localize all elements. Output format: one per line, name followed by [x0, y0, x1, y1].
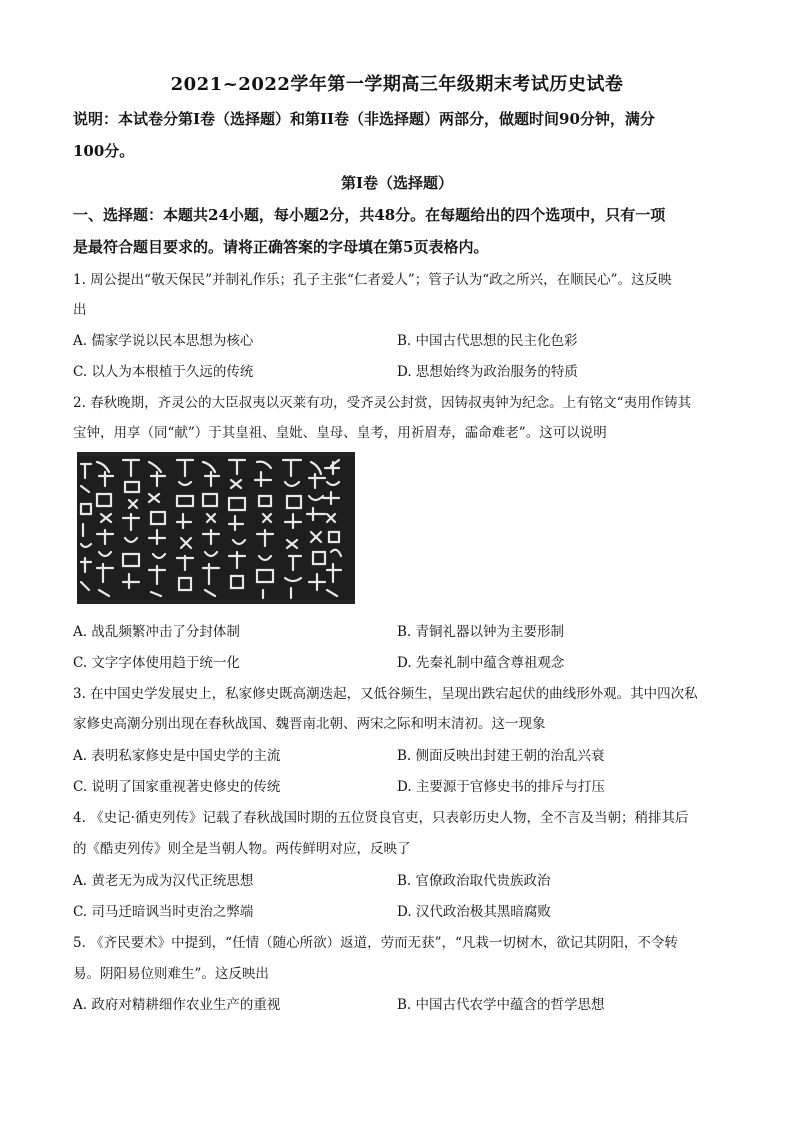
question-1-option-d[interactable]: D. 思想始终为政治服务的特质	[397, 364, 578, 380]
page-title: 2021~2022学年第一学期高三年级期末考试历史试卷	[170, 74, 624, 95]
question-5-line-1: 5. 《齐民要术》中提到，“任情（随心所欲）返道，劳而无获”，“凡栽一切树木，欲记其阴阳，不令转	[73, 935, 678, 951]
question-1-line-1: 1. 周公提出“敬天保民”并制礼作乐；孔子主张“仁者爱人”；管子认为“政之所兴，在顺民心”。这反映	[73, 272, 672, 288]
question-3-line-2: 家修史高潮分别出现在春秋战国、魏晋南北朝、两宋之际和明末清初。这一现象	[73, 716, 546, 732]
question-2-option-c[interactable]: C. 文字字体使用趋于统一化	[73, 655, 240, 671]
question-3-option-b[interactable]: B. 侧面反映出封建王朝的治乱兴衰	[397, 748, 605, 764]
section-title: 第I卷（选择题）	[340, 174, 454, 192]
question-1-option-a[interactable]: A. 儒家学说以民本思想为核心	[73, 333, 254, 349]
question-2-option-b[interactable]: B. 青铜礼器以钟为主要形制	[397, 624, 565, 640]
intro-line-2: 100分。	[73, 142, 135, 160]
question-4-line-1: 4. 《史记·循吏列传》记载了春秋战国时期的五位贤良官吏，只表彰历史人物，全不言及当朝；稍排其后	[73, 810, 689, 826]
bronze-inscription-image	[77, 452, 355, 604]
question-1-line-2: 出	[73, 302, 87, 318]
question-3-option-c[interactable]: C. 说明了国家重视著史修史的传统	[73, 779, 281, 795]
intro-line-1: 说明：本试卷分第I卷（选择题）和第II卷（非选择题）两部分，做题时间90分钟，满分	[73, 110, 655, 128]
question-4-option-a[interactable]: A. 黄老无为成为汉代正统思想	[73, 873, 254, 889]
question-3-option-d[interactable]: D. 主要源于官修史书的排斥与打压	[397, 779, 605, 795]
question-5-line-2: 易。阴阳易位则难生”。这反映出	[73, 966, 269, 982]
question-5-option-a[interactable]: A. 政府对精耕细作农业生产的重视	[73, 997, 281, 1013]
section-desc-1: 一、选择题：本题共24小题，每小题2分，共48分。在每题给出的四个选项中，只有一项	[73, 206, 666, 224]
question-4-option-d[interactable]: D. 汉代政治极其黑暗腐败	[397, 904, 551, 920]
question-4-option-c[interactable]: C. 司马迁暗讽当时吏治之弊端	[73, 904, 254, 920]
section-desc-2: 是最符合题目要求的。请将正确答案的字母填在第5页表格内。	[73, 238, 489, 256]
question-3-line-1: 3. 在中国史学发展史上，私家修史既高潮迭起，又低谷频生，呈现出跌宕起伏的曲线形外观。其中四次私	[73, 686, 698, 702]
question-4-line-2: 的《酷吏列传》则全是当朝人物。两传鲜明对应，反映了	[73, 841, 411, 857]
question-1-option-b[interactable]: B. 中国古代思想的民主化色彩	[397, 333, 578, 349]
question-2-line-1: 2. 春秋晚期，齐灵公的大臣叔夷以灭莱有功，受齐灵公封赏，因铸叔夷钟为纪念。上有铭文“夷用作铸其	[73, 395, 692, 411]
question-3-option-a[interactable]: A. 表明私家修史是中国史学的主流	[73, 748, 281, 764]
question-2-option-a[interactable]: A. 战乱频繁冲击了分封体制	[73, 624, 240, 640]
question-2-line-2: 宝钟，用享（同“献”）于其皇祖、皇妣、皇母、皇考，用祈眉寿，霝命难老”。这可以说明	[73, 425, 607, 441]
question-5-option-b[interactable]: B. 中国古代农学中蕴含的哲学思想	[397, 997, 605, 1013]
question-4-option-b[interactable]: B. 官僚政治取代贵族政治	[397, 873, 551, 889]
question-1-option-c[interactable]: C. 以人为本根植于久远的传统	[73, 364, 254, 380]
inscription-rubbing	[77, 452, 355, 604]
question-2-option-d[interactable]: D. 先秦礼制中蕴含尊祖观念	[397, 655, 565, 671]
